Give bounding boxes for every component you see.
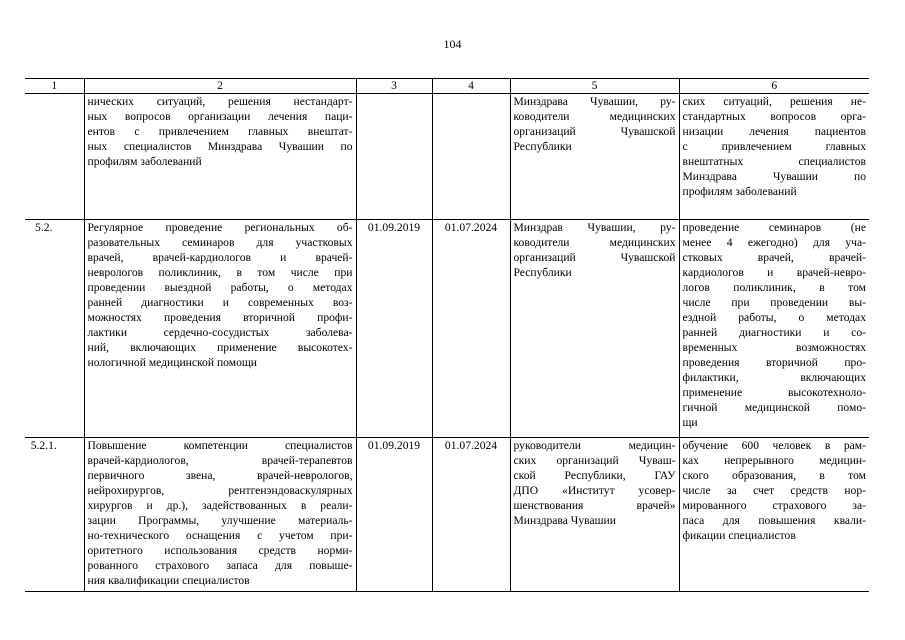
- text-line: ездной работы, о методах: [682, 311, 866, 324]
- text-line: организаций Чувашской: [513, 251, 676, 264]
- text-line: руководители медицин-: [513, 439, 676, 452]
- text-line: Республики: [513, 140, 572, 153]
- responsible-cell: [510, 94, 679, 220]
- text-line: разовательных семинаров для участковых: [87, 236, 353, 249]
- text-line: ных вопросов организации лечения паци-: [87, 110, 353, 123]
- text-line: щи: [682, 416, 698, 429]
- text-line: врачей-кардиологов, врачей-терапевтов: [87, 454, 353, 467]
- text-line: нических ситуаций, решения нестандарт-: [87, 95, 353, 108]
- column-header-3: 3: [356, 79, 432, 94]
- header-row: [25, 79, 869, 94]
- row-number: 5.2.: [25, 220, 84, 438]
- text-line: ках непрерывного медицин-: [682, 454, 866, 467]
- column-header-1: 1: [25, 79, 84, 94]
- start-date: 01.09.2019: [356, 220, 432, 438]
- text-line: профилям заболеваний: [87, 155, 202, 168]
- result-cell: [679, 220, 869, 438]
- text-line: лактики сердечно-сосудистых заболева-: [87, 326, 353, 339]
- text-line: с привлечением главных: [682, 140, 866, 153]
- text-line: проведения вторичной про-: [682, 356, 866, 369]
- start-date: [356, 94, 432, 220]
- text-line: паса для повышения квали-: [682, 514, 866, 527]
- text-line: Республики: [513, 266, 572, 279]
- text-line: Минздрава Чувашии по: [682, 170, 866, 183]
- responsible-cell: [510, 220, 679, 438]
- row-number: [25, 94, 84, 220]
- text-line: ководители медицинских: [513, 236, 676, 249]
- text-line: ской Республики, ГАУ: [513, 469, 676, 482]
- column-header-5: 5: [510, 79, 679, 94]
- text-line: ДПО «Институт усовер-: [513, 484, 676, 497]
- table-row: [25, 438, 869, 592]
- text-line: Минздрава Чувашии, ру-: [513, 95, 676, 108]
- text-line: проведение семинаров (не: [682, 221, 866, 234]
- text-line: организаций Чувашской: [513, 125, 676, 138]
- result-cell: [679, 438, 869, 592]
- text-line: числе за счет средств нор-: [682, 484, 866, 497]
- text-line: можностях проведения вторичной профи-: [87, 311, 353, 324]
- result-cell: [679, 94, 869, 220]
- text-line: ентов с привлечением главных внештат-: [87, 125, 353, 138]
- text-line: зации Программы, улучшение материаль-: [87, 514, 353, 527]
- text-line: ния квалификации специалистов: [87, 574, 250, 587]
- text-line: проведении выездной работы, о методах: [87, 281, 353, 294]
- text-line: логов поликлиник, в том: [682, 281, 866, 294]
- text-line: обучение 600 человек в рам-: [682, 439, 866, 452]
- text-line: профилям заболеваний: [682, 185, 797, 198]
- text-line: временных возможностях: [682, 341, 866, 354]
- text-line: нейрохирургов, рентгенэндоваскулярных: [87, 484, 353, 497]
- end-date: 01.07.2024: [432, 220, 510, 438]
- text-line: менее 4 ежегодно) для уча-: [682, 236, 866, 249]
- responsible-cell: [510, 438, 679, 592]
- text-line: ний, включающих применение высокотех-: [87, 341, 353, 354]
- text-line: Регулярное проведение региональных об-: [87, 221, 353, 234]
- text-line: ского образования, в том: [682, 469, 866, 482]
- text-line: Минздрав Чувашии, ру-: [513, 221, 676, 234]
- text-line: Повышение компетенции специалистов: [87, 439, 353, 452]
- table-row: [25, 220, 869, 438]
- text-line: нологичной медицинской помощи: [87, 356, 258, 369]
- end-date: [432, 94, 510, 220]
- text-line: числе при проведении вы-: [682, 296, 866, 309]
- text-line: стковых врачей, врачей-: [682, 251, 866, 264]
- column-header-6: 6: [679, 79, 869, 94]
- page-number: 104: [443, 37, 462, 51]
- text-line: Минздрава Чувашии: [513, 514, 616, 527]
- text-line: ранней диагностики и со-: [682, 326, 866, 339]
- text-line: хирургов и др.), задействованных в реали-: [87, 499, 353, 512]
- text-line: внештатных специалистов: [682, 155, 866, 168]
- text-line: первичного звена, врачей-неврологов,: [87, 469, 353, 482]
- text-line: ных специалистов Минздрава Чувашии по: [87, 140, 353, 153]
- plan-table: [25, 78, 869, 592]
- text-line: мированного страхового за-: [682, 499, 866, 512]
- text-line: но-технического оснащения с учетом при-: [87, 529, 353, 542]
- text-line: ранней диагностики и современных воз-: [87, 296, 353, 309]
- text-line: применение высокотехноло-: [682, 386, 866, 399]
- text-line: кардиологов и врачей-невро-: [682, 266, 866, 279]
- text-line: гичной медицинской помо-: [682, 401, 866, 414]
- row-number: 5.2.1.: [25, 438, 84, 592]
- measure-cell: [84, 94, 356, 220]
- text-line: низации лечения пациентов: [682, 125, 866, 138]
- table-row: [25, 94, 869, 220]
- measure-cell: [84, 220, 356, 438]
- start-date: 01.09.2019: [356, 438, 432, 592]
- text-line: ководители медицинских: [513, 110, 676, 123]
- text-line: врачей, врачей-кардиологов и врачей-: [87, 251, 353, 264]
- column-header-4: 4: [432, 79, 510, 94]
- text-line: оритетного использования средств норми-: [87, 544, 353, 557]
- text-line: ских ситуаций, решения не-: [682, 95, 866, 108]
- end-date: 01.07.2024: [432, 438, 510, 592]
- measure-cell: [84, 438, 356, 592]
- text-line: фикации специалистов: [682, 529, 796, 542]
- text-line: неврологов поликлиник, в том числе при: [87, 266, 353, 279]
- text-line: рованного страхового запаса для повыше-: [87, 559, 353, 572]
- text-line: филактики, включающих: [682, 371, 866, 384]
- column-header-2: 2: [84, 79, 356, 94]
- text-line: шенствования врачей»: [513, 499, 676, 512]
- text-line: ских организаций Чуваш-: [513, 454, 676, 467]
- text-line: стандартных вопросов орга-: [682, 110, 866, 123]
